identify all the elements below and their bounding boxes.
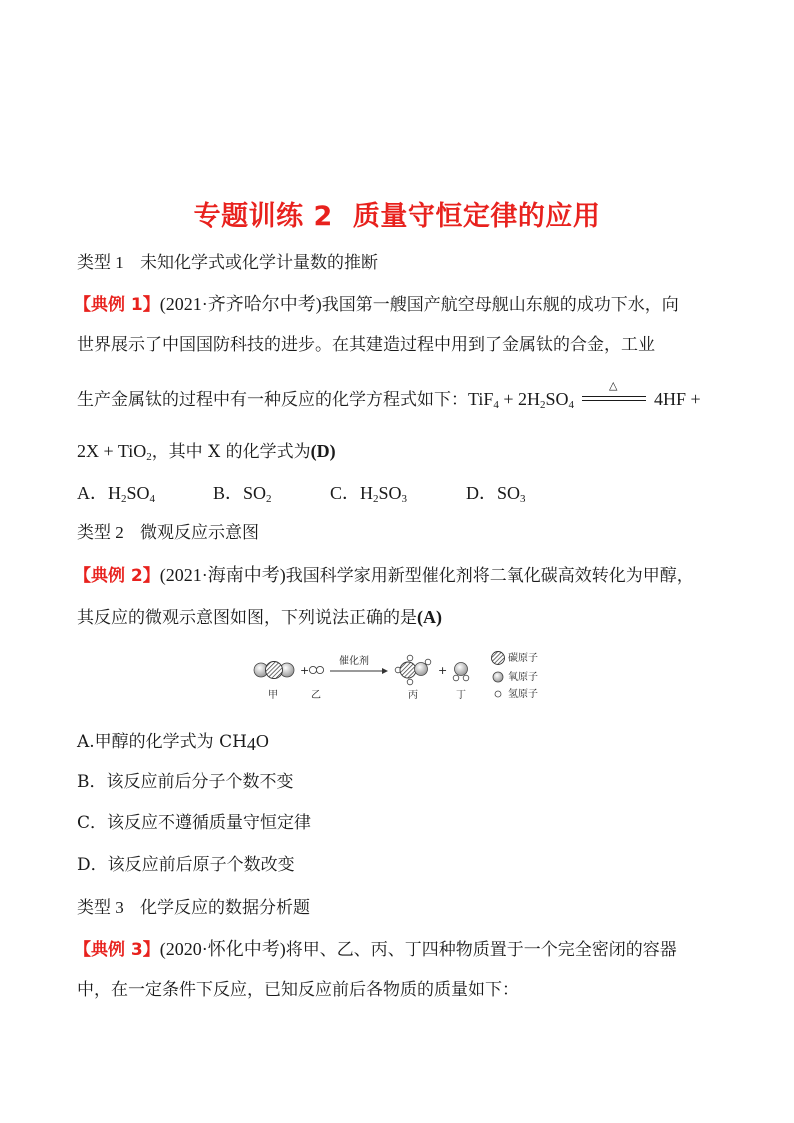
legend-oxygen: 氧原子: [508, 672, 538, 683]
example2-option-d: D．该反应前后原子个数改变: [77, 855, 295, 875]
example2-line1: [74, 566, 694, 585]
equation-arrow: [582, 379, 646, 407]
molecule-bing: [395, 655, 431, 685]
example-text: 将甲、乙、丙、丁四种物质置于一个完全密闭的容器: [285, 940, 677, 960]
example-source: (2020·怀化中考): [159, 939, 286, 959]
legend-carbon: 碳原子: [508, 653, 538, 664]
example-text: 其反应的微观示意图如图，下列说法正确的是: [77, 608, 417, 628]
plus-sign: +: [438, 664, 448, 677]
label-bing: 丙: [408, 690, 418, 701]
option-c: C．$H_2SO_3$: [330, 483, 408, 505]
example3-line2: [77, 982, 519, 999]
molecule-jia: [254, 662, 294, 679]
example1-options: [77, 484, 526, 505]
section-label: 类型 3: [77, 898, 124, 917]
example-tag: 【典例 1】: [74, 295, 160, 315]
section-text: 未知化学式或化学计量数的推断: [139, 253, 378, 273]
example1-line3: [77, 379, 701, 411]
micro-reaction-diagram: [240, 650, 560, 710]
question-text: ，其中 X 的化学式为: [151, 442, 311, 462]
example-source: (2021·齐齐哈尔中考): [159, 294, 322, 314]
example-text: 世界展示了中国国防科技的进步。在其建造过程中用到了金属钛的合金，工业: [77, 335, 655, 355]
section-text: 化学反应的数据分析题: [139, 898, 310, 918]
example2-option-a: A.甲醇的化学式为 $CH_4O$: [77, 731, 269, 754]
example-source: (2021·海南中考): [159, 565, 286, 585]
example-tag: 【典例 2】: [74, 566, 160, 586]
section-text: 微观反应示意图: [139, 523, 259, 543]
option-b: B．$SO_2$: [213, 483, 272, 505]
option-a: A．$H_2SO_4$: [77, 483, 156, 505]
legend-hydrogen: 氢原子: [508, 689, 538, 700]
example2-line2: [77, 608, 442, 627]
label-yi: 乙: [311, 690, 321, 701]
plus-sign: +: [300, 664, 310, 677]
example-tag: 【典例 3】: [74, 940, 160, 960]
answer: (A): [417, 607, 442, 627]
page-title: [0, 194, 794, 233]
section-heading-3: [77, 899, 310, 917]
example-text: 中，在一定条件下反应，已知反应前后各物质的质量如下：: [77, 980, 519, 1000]
molecule-yi: [309, 666, 323, 673]
label-ding: 丁: [456, 690, 466, 701]
example3-line1: [74, 940, 677, 959]
example1-line2: [77, 337, 655, 354]
example-text: 生产金属钛的过程中有一种反应的化学方程式如下：: [77, 390, 468, 410]
example1-line1: [74, 295, 679, 314]
catalyst-label: 催化剂: [339, 656, 369, 667]
answer: (D): [310, 441, 336, 461]
equation-continued: 2X + TiO$_2$: [77, 441, 152, 463]
label-jia: 甲: [268, 690, 278, 701]
heat-condition-icon: △: [609, 379, 618, 392]
option-d: D．$SO_3$: [466, 483, 526, 505]
reaction-arrow: [330, 668, 388, 674]
example2-option-b: B．该反应前后分子个数不变: [77, 772, 294, 792]
section-heading-1: [77, 254, 378, 272]
example2-option-c: C．该反应不遵循质量守恒定律: [77, 813, 312, 833]
section-label: 类型 1: [77, 253, 124, 272]
equation-left: $TiF_4 + 2H_2SO_4$: [468, 389, 575, 411]
example-text: 我国第一艘国产航空母舰山东舰的成功下水，向: [321, 295, 679, 315]
title-part2: 质量守恒定律的应用: [352, 201, 601, 232]
section-label: 类型 2: [77, 523, 124, 542]
equation-right: 4HF +: [654, 389, 701, 409]
section-heading-2: [77, 524, 259, 542]
molecule-ding: [453, 663, 469, 681]
example1-line4: [77, 442, 336, 463]
legend: [492, 651, 539, 700]
example-text: 我国科学家用新型催化剂将二氧化碳高效转化为甲醇，: [285, 566, 694, 586]
title-part1: 专题训练 2: [193, 201, 333, 232]
